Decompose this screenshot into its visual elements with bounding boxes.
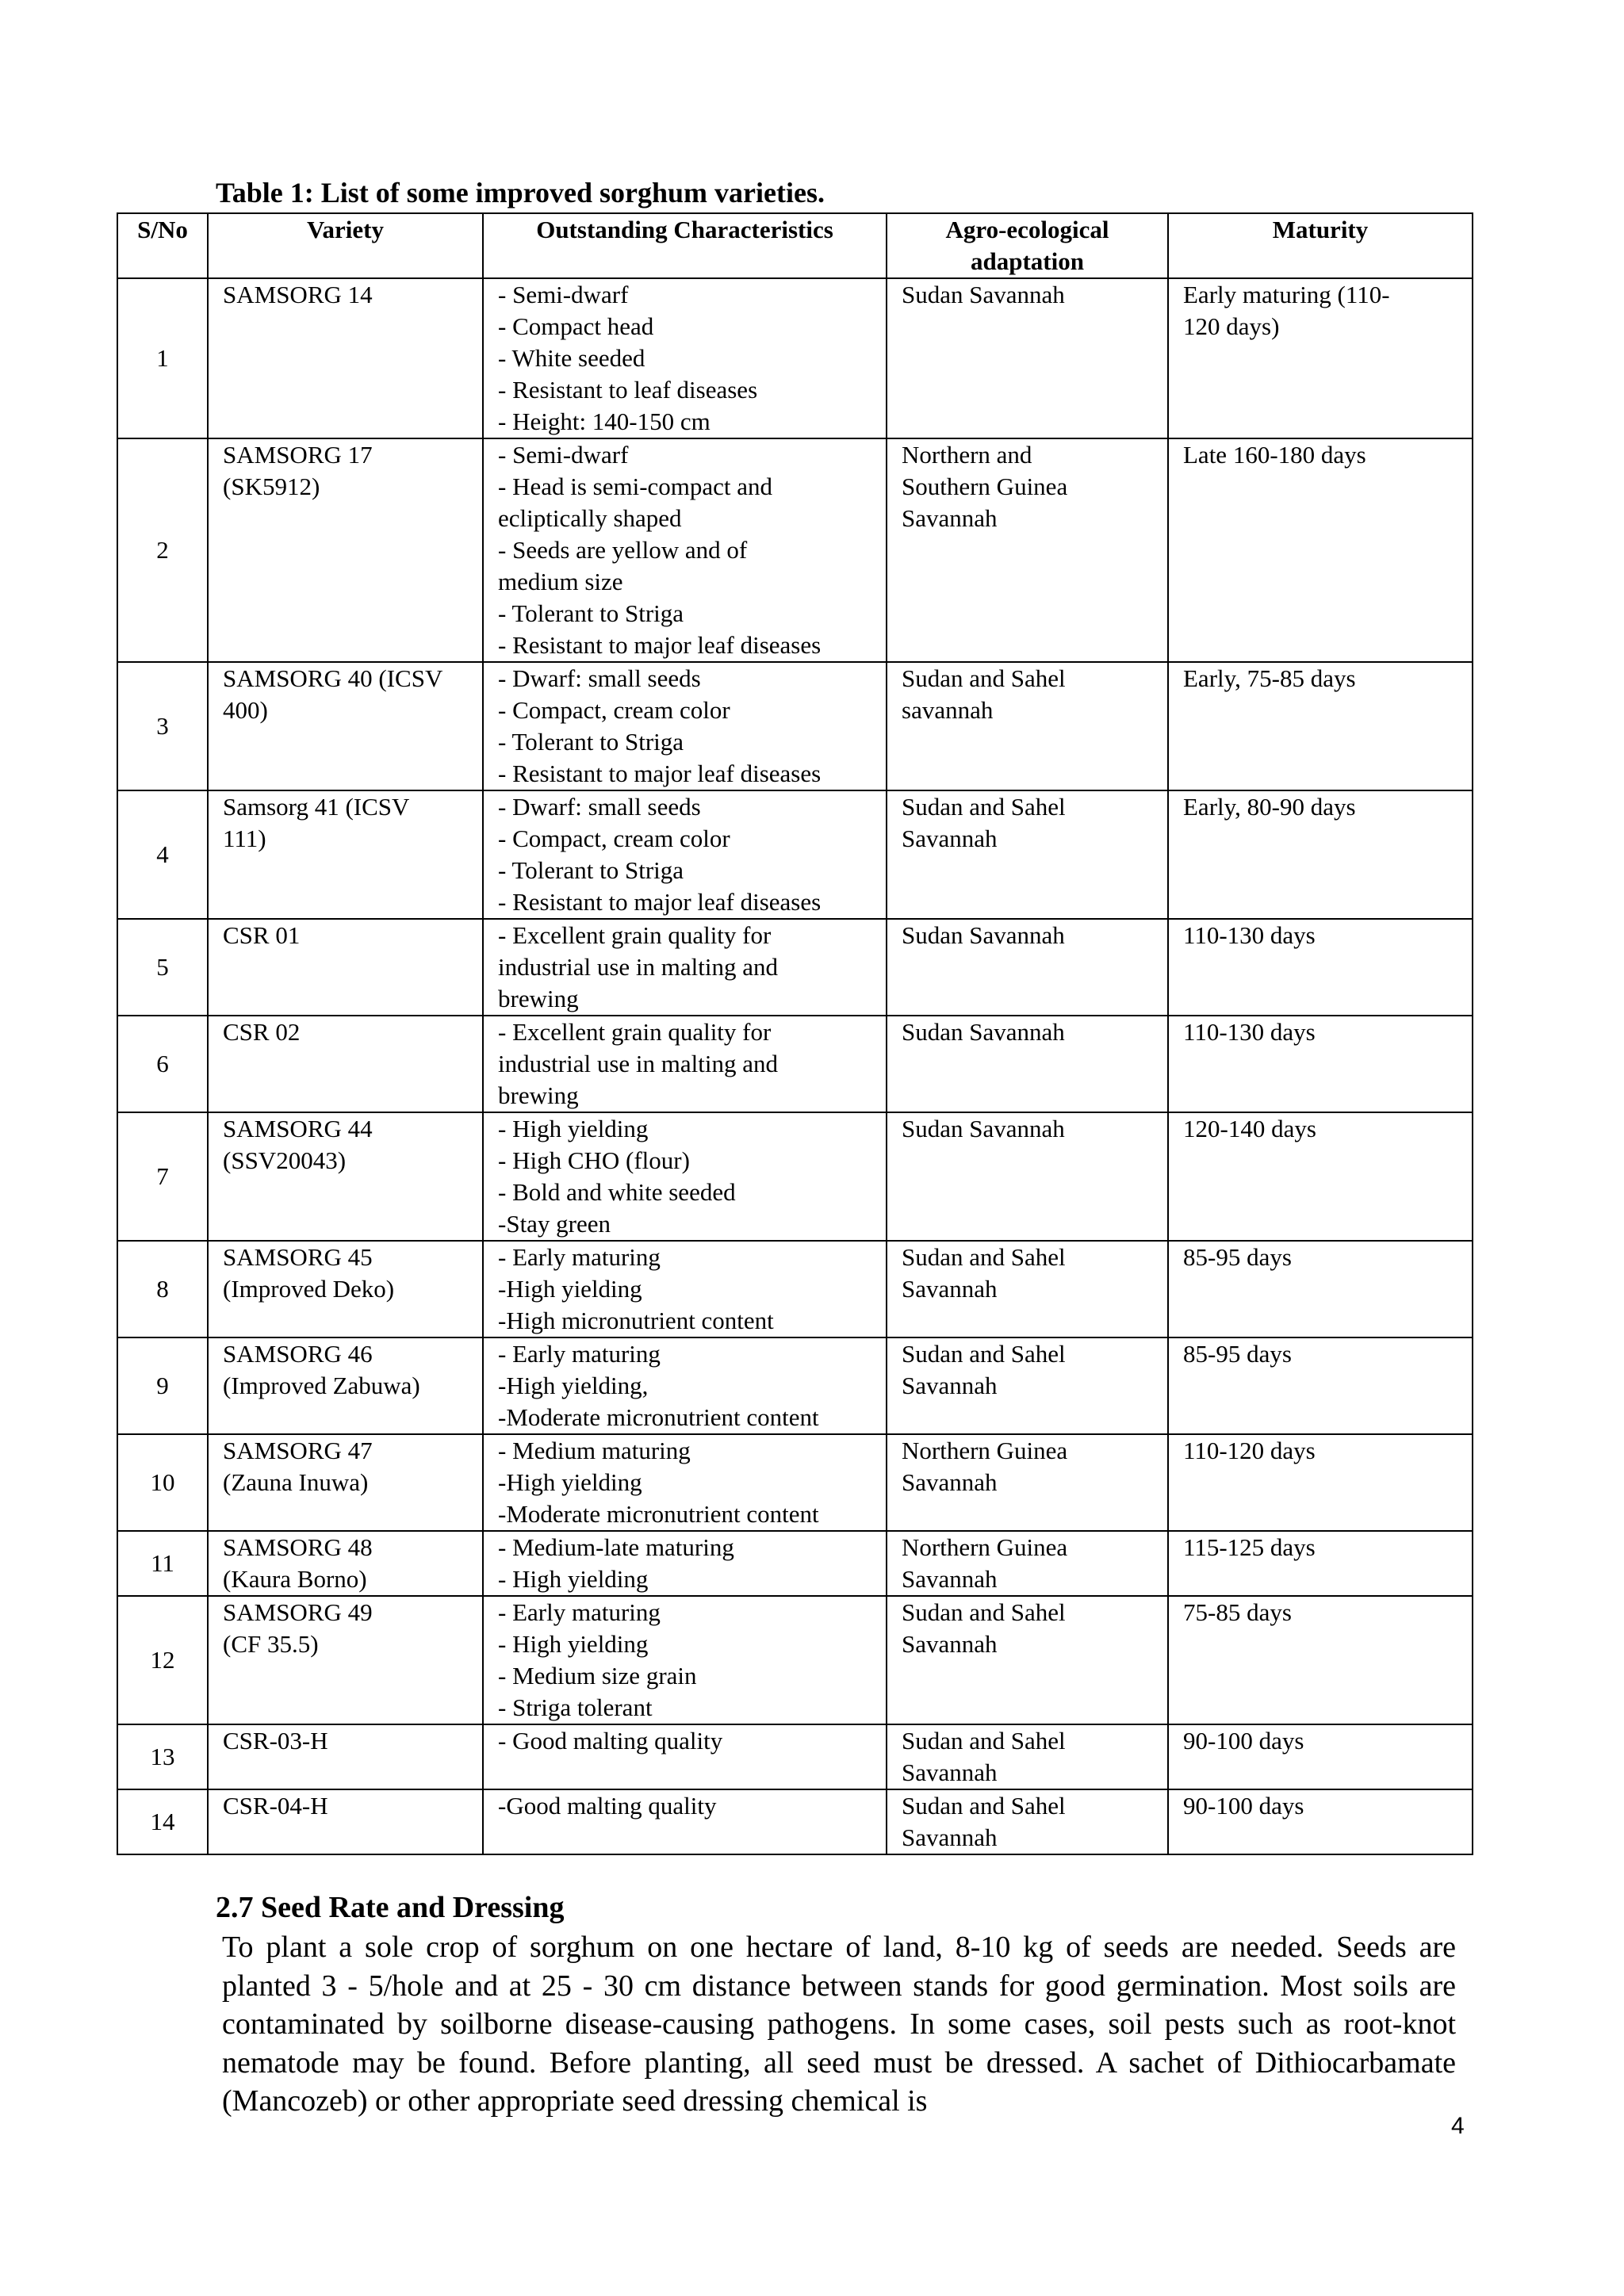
section-heading: 2.7 Seed Rate and Dressing (216, 1891, 565, 1924)
cell-adaptation: Sudan Savannah (887, 919, 1168, 1016)
page-number: 4 (1451, 2113, 1465, 2139)
cell-characteristics: - Excellent grain quality for industrial use in malting and brewing (483, 919, 887, 1016)
cell-maturity: 85-95 days (1168, 1241, 1473, 1337)
cell-variety: SAMSORG 46 (Improved Zabuwa) (208, 1337, 483, 1434)
table-row (117, 1434, 1473, 1531)
cell-maturity: 85-95 days (1168, 1337, 1473, 1434)
cell-sno: 8 (117, 1241, 208, 1337)
sorghum-varieties-table (117, 212, 1473, 1855)
cell-characteristics: - Medium maturing -High yielding -Moderate micronutrient content (483, 1434, 887, 1531)
cell-characteristics: - Early maturing -High yielding, -Moderate micronutrient content (483, 1337, 887, 1434)
cell-sno: 13 (117, 1724, 208, 1789)
table-row (117, 1789, 1473, 1854)
cell-sno: 10 (117, 1434, 208, 1531)
cell-adaptation: Sudan and Sahel Savannah (887, 1337, 1168, 1434)
cell-maturity: 110-120 days (1168, 1434, 1473, 1531)
cell-maturity: 90-100 days (1168, 1789, 1473, 1854)
cell-variety: SAMSORG 49 (CF 35.5) (208, 1596, 483, 1724)
cell-maturity: Late 160-180 days (1168, 438, 1473, 662)
cell-variety: CSR 02 (208, 1016, 483, 1112)
cell-adaptation: Northern Guinea Savannah (887, 1434, 1168, 1531)
table-row (117, 1531, 1473, 1596)
cell-adaptation: Sudan and Sahel Savannah (887, 1241, 1168, 1337)
cell-variety: SAMSORG 45 (Improved Deko) (208, 1241, 483, 1337)
cell-variety: SAMSORG 47 (Zauna Inuwa) (208, 1434, 483, 1531)
cell-characteristics: -Good malting quality (483, 1789, 887, 1854)
table-row (117, 1016, 1473, 1112)
cell-characteristics: - Semi-dwarf - Compact head - White seeded - Resistant to leaf diseases - Height: 140-150 cm (483, 278, 887, 438)
cell-maturity: Early, 80-90 days (1168, 790, 1473, 919)
cell-maturity: 110-130 days (1168, 919, 1473, 1016)
table-row (117, 1241, 1473, 1337)
cell-sno: 9 (117, 1337, 208, 1434)
cell-maturity: 115-125 days (1168, 1531, 1473, 1596)
cell-maturity: Early, 75-85 days (1168, 662, 1473, 790)
table-row (117, 1337, 1473, 1434)
cell-sno: 2 (117, 438, 208, 662)
cell-maturity: 120-140 days (1168, 1112, 1473, 1241)
table-row (117, 278, 1473, 438)
table-row (117, 919, 1473, 1016)
body-paragraph: To plant a sole crop of sorghum on one hectare of land, 8-10 kg of seeds are needed. Seeds are planted 3 - 5/hole and at 25 - 30 cm distance between stands for good germination. Most soils are contaminated by soilborne disease-causing pathogens. In some cases, soil pests such as root-knot nematode may be found. Before planting, all seed must be dressed. A sachet of Dithiocarbamate (Mancozeb) or other appropriate seed dressing chemical is (222, 1931, 1456, 2118)
cell-characteristics: - Early maturing -High yielding -High micronutrient content (483, 1241, 887, 1337)
cell-characteristics: - Medium-late maturing - High yielding (483, 1531, 887, 1596)
cell-sno: 14 (117, 1789, 208, 1854)
cell-adaptation: Sudan and Sahel Savannah (887, 1724, 1168, 1789)
cell-characteristics: - Good malting quality (483, 1724, 887, 1789)
header-adaptation: Agro-ecological adaptation (887, 213, 1168, 278)
cell-adaptation: Sudan and Sahel Savannah (887, 790, 1168, 919)
cell-adaptation: Sudan Savannah (887, 1112, 1168, 1241)
cell-characteristics: - Dwarf: small seeds - Compact, cream color - Tolerant to Striga - Resistant to major leaf diseases (483, 662, 887, 790)
table-row (117, 1596, 1473, 1724)
cell-characteristics: - Excellent grain quality for industrial use in malting and brewing (483, 1016, 887, 1112)
cell-variety: CSR 01 (208, 919, 483, 1016)
table-row (117, 662, 1473, 790)
cell-maturity: 110-130 days (1168, 1016, 1473, 1112)
cell-sno: 5 (117, 919, 208, 1016)
cell-adaptation: Sudan Savannah (887, 278, 1168, 438)
table-header-row (117, 213, 1473, 278)
cell-sno: 1 (117, 278, 208, 438)
header-maturity: Maturity (1168, 213, 1473, 278)
cell-adaptation: Sudan Savannah (887, 1016, 1168, 1112)
header-characteristics: Outstanding Characteristics (483, 213, 887, 278)
cell-variety: SAMSORG 44 (SSV20043) (208, 1112, 483, 1241)
cell-maturity: 90-100 days (1168, 1724, 1473, 1789)
cell-variety: SAMSORG 14 (208, 278, 483, 438)
cell-sno: 4 (117, 790, 208, 919)
cell-variety: CSR-04-H (208, 1789, 483, 1854)
cell-variety: CSR-03-H (208, 1724, 483, 1789)
table-row (117, 1112, 1473, 1241)
cell-adaptation: Sudan and Sahel Savannah (887, 1789, 1168, 1854)
cell-maturity: 75-85 days (1168, 1596, 1473, 1724)
cell-adaptation: Northern and Southern Guinea Savannah (887, 438, 1168, 662)
cell-sno: 3 (117, 662, 208, 790)
cell-characteristics: - Early maturing - High yielding - Medium size grain - Striga tolerant (483, 1596, 887, 1724)
cell-maturity: Early maturing (110- 120 days) (1168, 278, 1473, 438)
table-row (117, 790, 1473, 919)
header-sno: S/No (117, 213, 208, 278)
header-variety: Variety (208, 213, 483, 278)
cell-adaptation: Northern Guinea Savannah (887, 1531, 1168, 1596)
table-row (117, 1724, 1473, 1789)
cell-adaptation: Sudan and Sahel savannah (887, 662, 1168, 790)
cell-sno: 7 (117, 1112, 208, 1241)
table-row (117, 438, 1473, 662)
table-title: Table 1: List of some improved sorghum varieties. (216, 177, 825, 209)
cell-characteristics: - Semi-dwarf - Head is semi-compact and ecliptically shaped - Seeds are yellow and of medium size - Tolerant to Striga - Resistant to major leaf diseases (483, 438, 887, 662)
cell-variety: SAMSORG 40 (ICSV 400) (208, 662, 483, 790)
cell-sno: 6 (117, 1016, 208, 1112)
cell-characteristics: - Dwarf: small seeds - Compact, cream color - Tolerant to Striga - Resistant to major leaf diseases (483, 790, 887, 919)
cell-variety: SAMSORG 17 (SK5912) (208, 438, 483, 662)
cell-characteristics: - High yielding - High CHO (flour) - Bold and white seeded -Stay green (483, 1112, 887, 1241)
cell-sno: 12 (117, 1596, 208, 1724)
cell-adaptation: Sudan and Sahel Savannah (887, 1596, 1168, 1724)
cell-variety: SAMSORG 48 (Kaura Borno) (208, 1531, 483, 1596)
cell-sno: 11 (117, 1531, 208, 1596)
cell-variety: Samsorg 41 (ICSV 111) (208, 790, 483, 919)
